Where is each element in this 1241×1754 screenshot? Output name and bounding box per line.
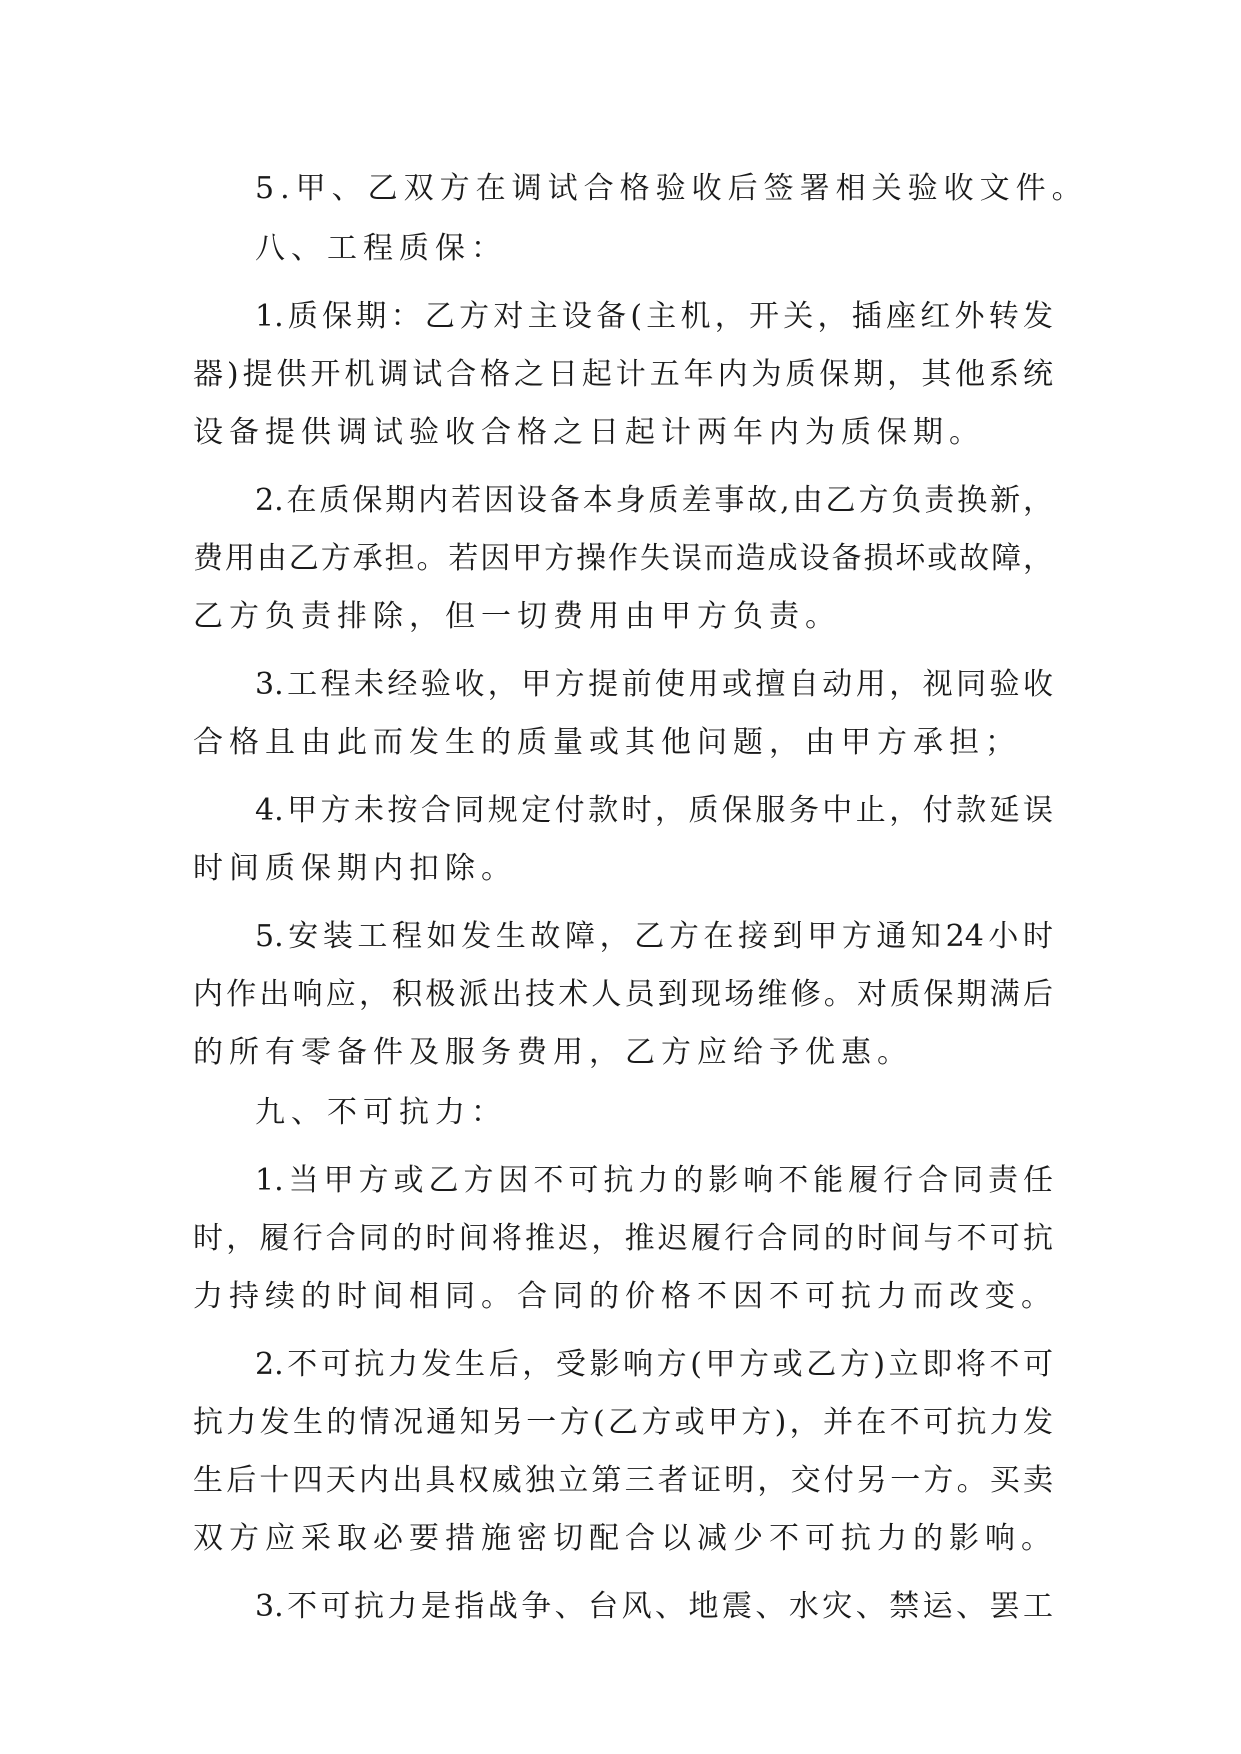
paragraph-line: 乙方负责排除，但一切费用由甲方负责。 — [193, 599, 841, 634]
paragraph-line: 3.不可抗力是指战争、台风、地震、水灾、禁运、罢工 — [255, 1589, 1053, 1624]
paragraph-line: 时间质保期内扣除。 — [193, 851, 517, 886]
paragraph-line: 1.质保期：乙方对主设备(主机，开关，插座红外转发 — [255, 299, 1053, 334]
paragraph-line: 设备提供调试验收合格之日起计两年内为质保期。 — [193, 415, 985, 450]
paragraph-line: 的所有零备件及服务费用，乙方应给予优惠。 — [193, 1035, 913, 1070]
section-heading: 八、工程质保： — [255, 231, 507, 266]
paragraph-line: 生后十四天内出具权威独立第三者证明，交付另一方。买卖 — [193, 1463, 1053, 1498]
paragraph-line: 合格且由此而发生的质量或其他问题，由甲方承担； — [193, 725, 1021, 760]
paragraph-line: 3.工程未经验收，甲方提前使用或擅自动用，视同验收 — [255, 667, 1053, 702]
paragraph-line: 2.在质保期内若因设备本身质差事故,由乙方负责换新， — [255, 483, 1053, 518]
document-page — [193, 160, 1088, 1636]
paragraph-line: 内作出响应，积极派出技术人员到现场维修。对质保期满后 — [193, 977, 1053, 1012]
paragraph-line: 力持续的时间相同。合同的价格不因不可抗力而改变。 — [193, 1279, 1057, 1314]
paragraph-line: 费用由乙方承担。若因甲方操作失误而造成设备损坏或故障， — [193, 541, 1053, 576]
paragraph-line: 时，履行合同的时间将推迟，推迟履行合同的时间与不可抗 — [193, 1221, 1053, 1256]
paragraph-line: 4.甲方未按合同规定付款时，质保服务中止，付款延误 — [255, 793, 1053, 828]
paragraph-line: 抗力发生的情况通知另一方(乙方或甲方)，并在不可抗力发 — [193, 1405, 1053, 1440]
paragraph-line: 1.当甲方或乙方因不可抗力的影响不能履行合同责任 — [255, 1163, 1053, 1198]
paragraph-line: 双方应采取必要措施密切配合以减少不可抗力的影响。 — [193, 1521, 1057, 1556]
paragraph-line: 5.甲、乙双方在调试合格验收后签署相关验收文件。 — [255, 171, 1088, 206]
paragraph-line: 5.安装工程如发生故障，乙方在接到甲方通知24小时 — [255, 919, 1053, 954]
section-heading: 九、不可抗力： — [255, 1095, 507, 1130]
paragraph-line: 器)提供开机调试合格之日起计五年内为质保期，其他系统 — [193, 357, 1053, 392]
paragraph-line: 2.不可抗力发生后，受影响方(甲方或乙方)立即将不可 — [255, 1347, 1053, 1382]
